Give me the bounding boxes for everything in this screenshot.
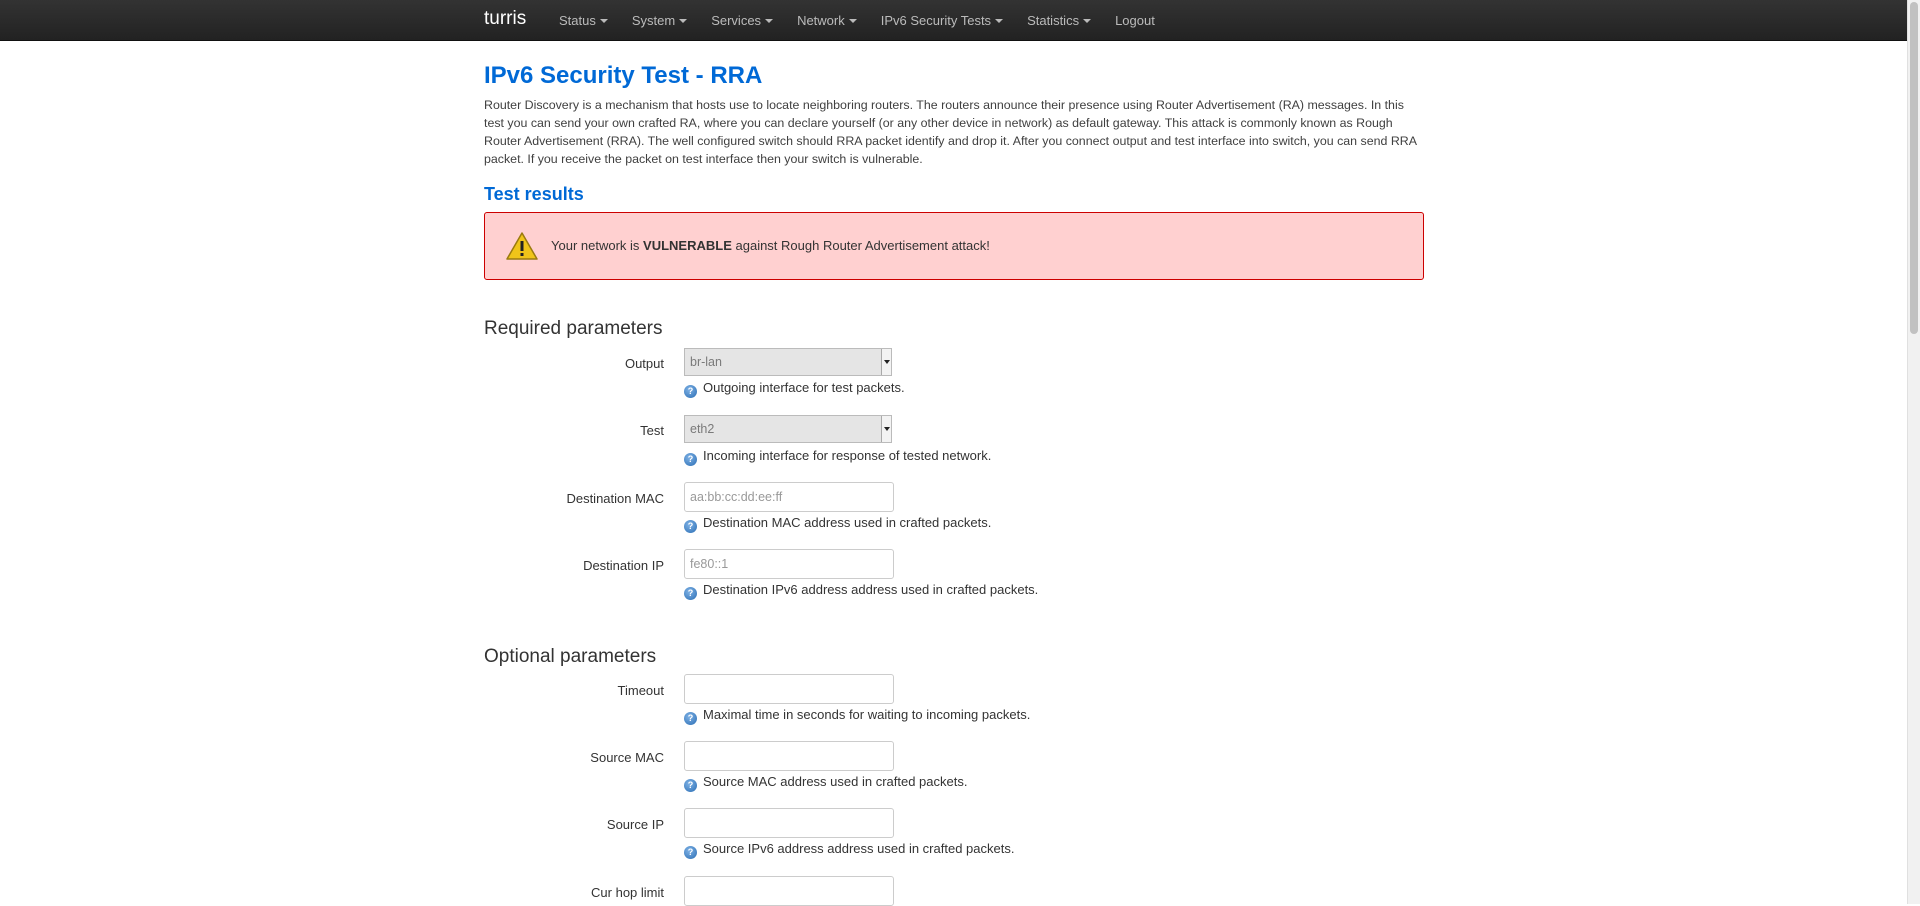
destination-mac-label: Destination MAC (566, 491, 664, 506)
optional-parameters-legend: Optional parameters (484, 646, 657, 667)
test-help-text: Incoming interface for response of tested network. (703, 448, 992, 463)
top-navbar (0, 0, 1908, 41)
source-ip-help-text: Source IPv6 address address used in crafted packets. (703, 841, 1015, 856)
page-scrollbar[interactable] (1907, 0, 1920, 904)
menu-status-label: Status (559, 13, 596, 28)
test-select-value: eth2 (690, 422, 715, 436)
help-icon: ? (684, 385, 697, 398)
source-ip-input[interactable] (684, 808, 894, 838)
source-mac-help (684, 774, 967, 792)
destination-mac-input[interactable] (684, 482, 894, 512)
menu-statistics-label: Statistics (1027, 13, 1080, 28)
select-arrow-icon (881, 416, 891, 442)
help-icon: ? (684, 846, 697, 859)
destination-ip-help-text: Destination IPv6 address address used in crafted packets. (703, 582, 1039, 597)
caret-down-icon (995, 19, 1003, 23)
output-select[interactable] (684, 348, 892, 376)
main-menu (547, 0, 1167, 42)
test-results-heading: Test results (484, 184, 584, 204)
warning-icon (505, 231, 539, 261)
menu-network-label: Network (797, 13, 845, 28)
timeout-help-text: Maximal time in seconds for waiting to incoming packets. (703, 707, 1031, 722)
destination-ip-help (684, 582, 1038, 600)
help-icon: ? (684, 779, 697, 792)
destination-ip-input[interactable] (684, 549, 894, 579)
menu-system[interactable] (620, 0, 699, 42)
help-icon: ? (684, 587, 697, 600)
help-icon: ? (684, 453, 697, 466)
menu-statistics[interactable] (1015, 0, 1103, 42)
timeout-label: Timeout (617, 683, 664, 698)
menu-system-label: System (631, 13, 676, 28)
help-icon: ? (684, 520, 697, 533)
menu-network[interactable] (785, 0, 869, 42)
test-select[interactable] (684, 415, 892, 443)
output-help-text: Outgoing interface for test packets. (703, 380, 905, 395)
timeout-input[interactable] (684, 674, 894, 704)
destination-mac-help-text: Destination MAC address used in crafted packets. (703, 515, 992, 530)
alert-status: VULNERABLE (643, 238, 732, 253)
caret-down-icon (849, 19, 857, 23)
output-select-value: br-lan (690, 355, 722, 369)
source-ip-help (684, 841, 1014, 859)
help-icon: ? (684, 712, 697, 725)
test-label: Test (640, 423, 664, 438)
source-mac-input[interactable] (684, 741, 894, 771)
page-description: Router Discovery is a mechanism that hosts use to locate neighboring routers. The routers announce their presence using Router Advertisement (RA) messages. In this test you can send your own crafted RA, where you can declare yourself (or any other device in network) as default gateway. This attack is commonly known as Rough Router Advertisement (RRA). The well configured switch should RRA packet identify and drop it. After you connect output and test interface into switch, you can send RRA packet. If you receive the packet on test interface then your switch is vulnerable. (484, 98, 1417, 166)
destination-mac-help (684, 515, 991, 533)
menu-logout[interactable] (1103, 0, 1167, 42)
caret-down-icon (1083, 19, 1091, 23)
alert-suffix: against Rough Router Advertisement attack! (735, 238, 990, 253)
menu-services-label: Services (711, 13, 762, 28)
output-help (684, 380, 905, 398)
output-label: Output (624, 356, 664, 371)
source-mac-label: Source MAC (590, 750, 664, 765)
caret-down-icon (679, 19, 687, 23)
required-parameters-legend: Required parameters (484, 318, 663, 339)
test-help (684, 448, 991, 466)
menu-ipv6-security-tests[interactable] (869, 0, 1015, 42)
brand-logo[interactable]: turris (484, 8, 527, 29)
alert-prefix: Your network is (551, 238, 640, 253)
timeout-help (684, 707, 1030, 725)
scrollbar-thumb[interactable] (1910, 2, 1918, 334)
source-ip-label: Source IP (606, 817, 664, 832)
menu-ipv6-label: IPv6 Security Tests (880, 13, 992, 28)
source-mac-help-text: Source MAC address used in crafted packets. (703, 774, 968, 789)
hop-limit-input[interactable] (684, 876, 894, 906)
alert-message (551, 238, 990, 253)
hop-limit-label: Cur hop limit (591, 885, 664, 900)
caret-down-icon (600, 19, 608, 23)
destination-ip-label: Destination IP (583, 558, 664, 573)
select-arrow-icon (881, 349, 891, 375)
caret-down-icon (765, 19, 773, 23)
vulnerability-alert (484, 212, 1424, 280)
menu-logout-label: Logout (1115, 13, 1155, 28)
page-title: IPv6 Security Test - RRA (484, 62, 763, 89)
menu-services[interactable] (699, 0, 785, 42)
menu-status[interactable] (547, 0, 620, 42)
